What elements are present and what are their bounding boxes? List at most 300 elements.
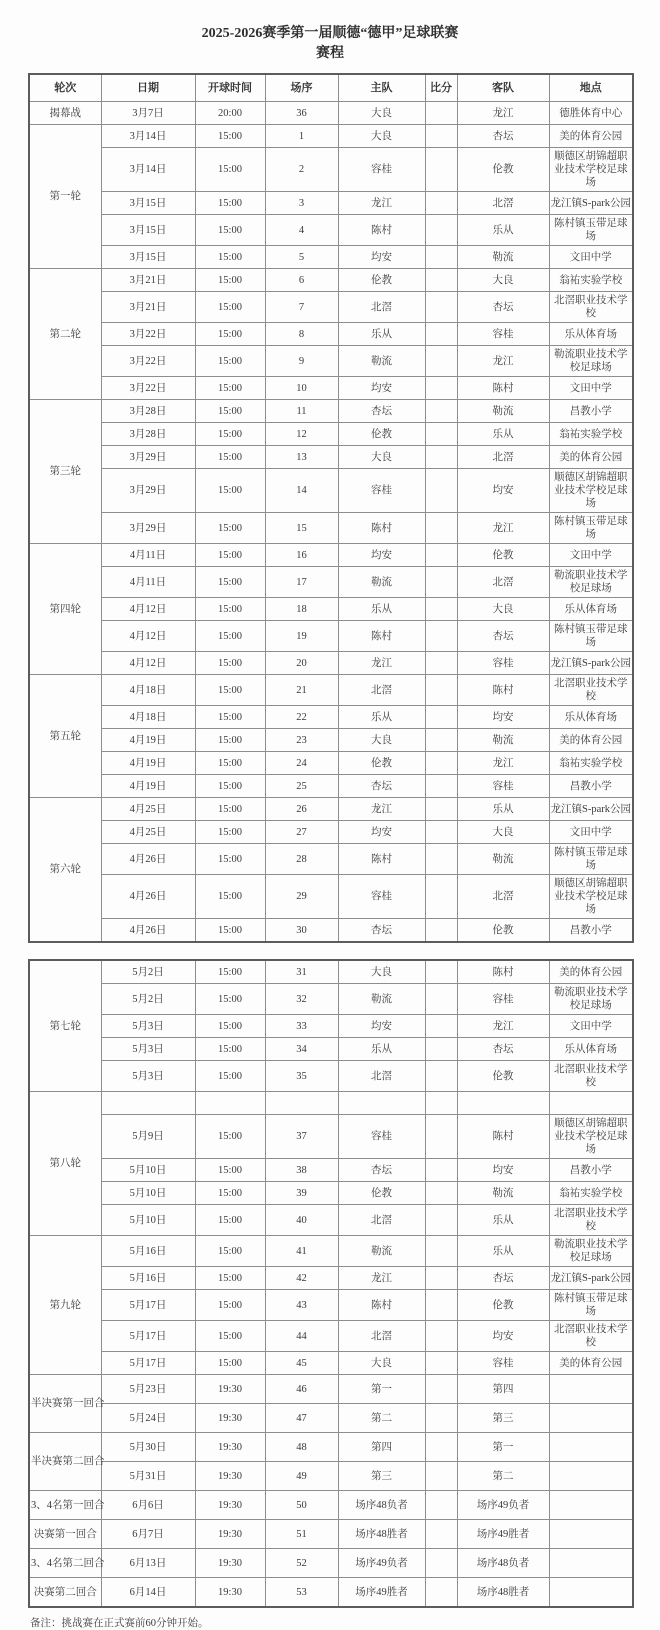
venue-cell xyxy=(549,1549,633,1578)
home-team-cell: 勒流 xyxy=(338,346,425,377)
home-team-cell xyxy=(338,1092,425,1115)
score-cell xyxy=(425,652,457,675)
away-team-cell: 第一 xyxy=(457,1433,549,1462)
date-cell: 3月22日 xyxy=(101,346,195,377)
score-cell xyxy=(425,1159,457,1182)
away-team-cell: 乐从 xyxy=(457,215,549,246)
away-team-cell: 场序48负者 xyxy=(457,1549,549,1578)
table-row xyxy=(29,729,633,752)
home-team-cell: 北滘 xyxy=(338,1205,425,1236)
round-cell: 决赛第二回合 xyxy=(29,1578,101,1608)
away-team-cell: 容桂 xyxy=(457,1352,549,1375)
kickoff-time-cell: 15:00 xyxy=(195,1182,265,1205)
kickoff-time-cell: 15:00 xyxy=(195,148,265,192)
date-cell: 3月22日 xyxy=(101,377,195,400)
date-cell: 4月11日 xyxy=(101,567,195,598)
table-row xyxy=(29,1549,633,1578)
venue-cell: 北滘职业技术学校 xyxy=(549,675,633,706)
venue-cell xyxy=(549,1578,633,1608)
date-cell: 3月14日 xyxy=(101,148,195,192)
kickoff-time-cell: 15:00 xyxy=(195,377,265,400)
away-team-cell: 龙江 xyxy=(457,102,549,125)
kickoff-time-cell xyxy=(195,1092,265,1115)
score-cell xyxy=(425,1321,457,1352)
kickoff-time-cell: 19:30 xyxy=(195,1520,265,1549)
kickoff-time-cell: 15:00 xyxy=(195,729,265,752)
venue-cell: 顺德区胡锦超职业技术学校足球场 xyxy=(549,875,633,919)
match-no-cell: 23 xyxy=(265,729,338,752)
home-team-cell: 第一 xyxy=(338,1375,425,1404)
venue-cell: 昌教小学 xyxy=(549,919,633,943)
home-team-cell: 龙江 xyxy=(338,798,425,821)
venue-cell: 乐从体育场 xyxy=(549,706,633,729)
away-team-cell: 场序49负者 xyxy=(457,1491,549,1520)
match-no-cell: 41 xyxy=(265,1236,338,1267)
home-team-cell: 龙江 xyxy=(338,1267,425,1290)
kickoff-time-cell: 19:30 xyxy=(195,1462,265,1491)
away-team-cell: 龙江 xyxy=(457,1015,549,1038)
score-cell xyxy=(425,513,457,544)
score-cell xyxy=(425,323,457,346)
venue-cell: 翁祐实验学校 xyxy=(549,752,633,775)
kickoff-time-cell: 20:00 xyxy=(195,102,265,125)
venue-cell: 勒流职业技术学校足球场 xyxy=(549,567,633,598)
match-no-cell: 51 xyxy=(265,1520,338,1549)
date-cell: 5月10日 xyxy=(101,1205,195,1236)
match-no-cell: 16 xyxy=(265,544,338,567)
table-row xyxy=(29,544,633,567)
venue-cell: 北滘职业技术学校 xyxy=(549,1205,633,1236)
venue-cell: 美的体育公园 xyxy=(549,729,633,752)
table-row xyxy=(29,269,633,292)
home-team-cell: 乐从 xyxy=(338,323,425,346)
venue-cell: 文田中学 xyxy=(549,1015,633,1038)
table-row xyxy=(29,469,633,513)
match-no-cell: 33 xyxy=(265,1015,338,1038)
venue-cell: 陈村镇玉带足球场 xyxy=(549,1290,633,1321)
kickoff-time-cell: 15:00 xyxy=(195,844,265,875)
date-cell: 4月26日 xyxy=(101,875,195,919)
table-row xyxy=(29,775,633,798)
away-team-cell: 北滘 xyxy=(457,567,549,598)
score-cell xyxy=(425,1092,457,1115)
home-team-cell: 第四 xyxy=(338,1433,425,1462)
match-no-cell: 1 xyxy=(265,125,338,148)
home-team-cell: 龙江 xyxy=(338,652,425,675)
venue-cell: 乐从体育场 xyxy=(549,1038,633,1061)
home-team-cell: 大良 xyxy=(338,125,425,148)
venue-cell: 文田中学 xyxy=(549,377,633,400)
header-venue: 地点 xyxy=(549,74,633,102)
match-no-cell: 45 xyxy=(265,1352,338,1375)
away-team-cell: 第二 xyxy=(457,1462,549,1491)
score-cell xyxy=(425,346,457,377)
venue-cell: 美的体育公园 xyxy=(549,960,633,984)
score-cell xyxy=(425,1520,457,1549)
kickoff-time-cell: 15:00 xyxy=(195,598,265,621)
score-cell xyxy=(425,960,457,984)
away-team-cell: 陈村 xyxy=(457,1115,549,1159)
table-row xyxy=(29,1520,633,1549)
venue-cell: 顺德区胡锦超职业技术学校足球场 xyxy=(549,469,633,513)
score-cell xyxy=(425,377,457,400)
table-row xyxy=(29,919,633,943)
home-team-cell: 大良 xyxy=(338,102,425,125)
away-team-cell: 乐从 xyxy=(457,1205,549,1236)
match-no-cell: 28 xyxy=(265,844,338,875)
table-row xyxy=(29,598,633,621)
title-block xyxy=(28,24,632,64)
date-cell: 5月17日 xyxy=(101,1321,195,1352)
score-cell xyxy=(425,469,457,513)
table-row xyxy=(29,1182,633,1205)
table-row xyxy=(29,423,633,446)
score-cell xyxy=(425,446,457,469)
venue-cell: 翁祐实验学校 xyxy=(549,423,633,446)
home-team-cell: 勒流 xyxy=(338,1236,425,1267)
date-cell: 5月24日 xyxy=(101,1404,195,1433)
table-row xyxy=(29,400,633,423)
kickoff-time-cell: 15:00 xyxy=(195,621,265,652)
round-cell: 第二轮 xyxy=(29,269,101,400)
home-team-cell: 容桂 xyxy=(338,1115,425,1159)
kickoff-time-cell: 15:00 xyxy=(195,513,265,544)
date-cell: 4月12日 xyxy=(101,598,195,621)
kickoff-time-cell: 15:00 xyxy=(195,1038,265,1061)
round-cell: 3、4名第一回合 xyxy=(29,1491,101,1520)
away-team-cell: 场序49胜者 xyxy=(457,1520,549,1549)
home-team-cell: 大良 xyxy=(338,729,425,752)
away-team-cell: 第四 xyxy=(457,1375,549,1404)
score-cell xyxy=(425,798,457,821)
match-no-cell: 9 xyxy=(265,346,338,377)
round-cell: 第九轮 xyxy=(29,1236,101,1375)
date-cell: 4月18日 xyxy=(101,706,195,729)
schedule-table-first-half xyxy=(28,73,634,943)
away-team-cell: 勒流 xyxy=(457,1182,549,1205)
date-cell: 5月31日 xyxy=(101,1462,195,1491)
kickoff-time-cell: 15:00 xyxy=(195,1205,265,1236)
match-no-cell: 2 xyxy=(265,148,338,192)
home-team-cell: 勒流 xyxy=(338,984,425,1015)
header-away-team: 客队 xyxy=(457,74,549,102)
away-team-cell: 均安 xyxy=(457,469,549,513)
home-team-cell: 乐从 xyxy=(338,706,425,729)
score-cell xyxy=(425,292,457,323)
match-no-cell: 8 xyxy=(265,323,338,346)
home-team-cell: 均安 xyxy=(338,821,425,844)
venue-cell xyxy=(549,1404,633,1433)
round-cell: 第一轮 xyxy=(29,125,101,269)
kickoff-time-cell: 15:00 xyxy=(195,1159,265,1182)
match-no-cell: 27 xyxy=(265,821,338,844)
score-cell xyxy=(425,1290,457,1321)
away-team-cell: 大良 xyxy=(457,269,549,292)
home-team-cell: 场序48胜者 xyxy=(338,1520,425,1549)
date-cell: 5月2日 xyxy=(101,960,195,984)
home-team-cell: 杏坛 xyxy=(338,775,425,798)
match-no-cell: 4 xyxy=(265,215,338,246)
score-cell xyxy=(425,1462,457,1491)
table-row xyxy=(29,675,633,706)
date-cell: 6月6日 xyxy=(101,1491,195,1520)
match-no-cell: 47 xyxy=(265,1404,338,1433)
score-cell xyxy=(425,598,457,621)
table-row xyxy=(29,1375,633,1404)
date-cell: 4月18日 xyxy=(101,675,195,706)
home-team-cell: 容桂 xyxy=(338,875,425,919)
match-no-cell: 38 xyxy=(265,1159,338,1182)
date-cell: 5月23日 xyxy=(101,1375,195,1404)
match-no-cell: 25 xyxy=(265,775,338,798)
away-team-cell: 乐从 xyxy=(457,798,549,821)
date-cell: 3月21日 xyxy=(101,269,195,292)
score-cell xyxy=(425,1205,457,1236)
kickoff-time-cell: 19:30 xyxy=(195,1433,265,1462)
match-no-cell: 12 xyxy=(265,423,338,446)
away-team-cell: 乐从 xyxy=(457,423,549,446)
venue-cell xyxy=(549,1520,633,1549)
table-row xyxy=(29,513,633,544)
match-no-cell xyxy=(265,1092,338,1115)
score-cell xyxy=(425,1061,457,1092)
venue-cell: 文田中学 xyxy=(549,246,633,269)
score-cell xyxy=(425,215,457,246)
home-team-cell: 大良 xyxy=(338,960,425,984)
home-team-cell: 大良 xyxy=(338,1352,425,1375)
table-row xyxy=(29,652,633,675)
home-team-cell: 龙江 xyxy=(338,192,425,215)
away-team-cell xyxy=(457,1092,549,1115)
kickoff-time-cell: 15:00 xyxy=(195,706,265,729)
date-cell: 3月15日 xyxy=(101,246,195,269)
score-cell xyxy=(425,919,457,943)
kickoff-time-cell: 15:00 xyxy=(195,292,265,323)
venue-cell: 昌教小学 xyxy=(549,400,633,423)
match-no-cell: 50 xyxy=(265,1491,338,1520)
kickoff-time-cell: 15:00 xyxy=(195,775,265,798)
venue-cell: 陈村镇玉带足球场 xyxy=(549,513,633,544)
date-cell: 4月19日 xyxy=(101,729,195,752)
table-row xyxy=(29,844,633,875)
match-no-cell: 40 xyxy=(265,1205,338,1236)
round-cell: 第四轮 xyxy=(29,544,101,675)
venue-cell: 勒流职业技术学校足球场 xyxy=(549,984,633,1015)
date-cell: 3月7日 xyxy=(101,102,195,125)
date-cell: 3月14日 xyxy=(101,125,195,148)
away-team-cell: 陈村 xyxy=(457,960,549,984)
table-row xyxy=(29,1092,633,1115)
kickoff-time-cell: 15:00 xyxy=(195,1061,265,1092)
table-row xyxy=(29,346,633,377)
match-no-cell: 13 xyxy=(265,446,338,469)
table-row xyxy=(29,125,633,148)
round-cell: 第八轮 xyxy=(29,1092,101,1236)
kickoff-time-cell: 19:30 xyxy=(195,1549,265,1578)
match-no-cell: 24 xyxy=(265,752,338,775)
kickoff-time-cell: 15:00 xyxy=(195,400,265,423)
score-cell xyxy=(425,621,457,652)
venue-cell: 美的体育公园 xyxy=(549,1352,633,1375)
header-score: 比分 xyxy=(425,74,457,102)
away-team-cell: 容桂 xyxy=(457,652,549,675)
date-cell: 5月3日 xyxy=(101,1038,195,1061)
table-row xyxy=(29,102,633,125)
kickoff-time-cell: 15:00 xyxy=(195,469,265,513)
date-cell: 4月26日 xyxy=(101,844,195,875)
kickoff-time-cell: 15:00 xyxy=(195,1321,265,1352)
table-row xyxy=(29,1462,633,1491)
venue-cell xyxy=(549,1491,633,1520)
score-cell xyxy=(425,400,457,423)
kickoff-time-cell: 15:00 xyxy=(195,675,265,706)
away-team-cell: 北滘 xyxy=(457,875,549,919)
kickoff-time-cell: 15:00 xyxy=(195,346,265,377)
date-cell: 3月29日 xyxy=(101,469,195,513)
date-cell: 5月16日 xyxy=(101,1236,195,1267)
match-no-cell: 53 xyxy=(265,1578,338,1608)
home-team-cell: 第三 xyxy=(338,1462,425,1491)
home-team-cell: 伦教 xyxy=(338,752,425,775)
round-cell: 第五轮 xyxy=(29,675,101,798)
home-team-cell: 伦教 xyxy=(338,423,425,446)
table-row xyxy=(29,246,633,269)
table-row xyxy=(29,1321,633,1352)
venue-cell: 陈村镇玉带足球场 xyxy=(549,844,633,875)
away-team-cell: 均安 xyxy=(457,1321,549,1352)
page-title: 2025-2026赛季第一届顺德“德甲”足球联赛 xyxy=(201,26,459,41)
match-no-cell: 15 xyxy=(265,513,338,544)
score-cell xyxy=(425,1015,457,1038)
kickoff-time-cell: 15:00 xyxy=(195,192,265,215)
match-no-cell: 11 xyxy=(265,400,338,423)
table-row xyxy=(29,798,633,821)
venue-cell: 乐从体育场 xyxy=(549,323,633,346)
score-cell xyxy=(425,423,457,446)
date-cell: 4月19日 xyxy=(101,752,195,775)
venue-cell xyxy=(549,1375,633,1404)
kickoff-time-cell: 15:00 xyxy=(195,1115,265,1159)
venue-cell: 翁祐实验学校 xyxy=(549,269,633,292)
table-row xyxy=(29,1433,633,1462)
home-team-cell: 北滘 xyxy=(338,1061,425,1092)
away-team-cell: 龙江 xyxy=(457,752,549,775)
home-team-cell: 伦教 xyxy=(338,269,425,292)
away-team-cell: 北滘 xyxy=(457,192,549,215)
table-row xyxy=(29,875,633,919)
header-match-no: 场序 xyxy=(265,74,338,102)
round-cell: 揭幕战 xyxy=(29,102,101,125)
date-cell: 6月7日 xyxy=(101,1520,195,1549)
away-team-cell: 容桂 xyxy=(457,984,549,1015)
date-cell: 3月15日 xyxy=(101,192,195,215)
score-cell xyxy=(425,706,457,729)
date-cell: 4月19日 xyxy=(101,775,195,798)
match-no-cell: 22 xyxy=(265,706,338,729)
venue-cell: 龙江镇S-park公园 xyxy=(549,192,633,215)
score-cell xyxy=(425,102,457,125)
venue-cell: 文田中学 xyxy=(549,821,633,844)
score-cell xyxy=(425,775,457,798)
home-team-cell: 杏坛 xyxy=(338,919,425,943)
date-cell: 5月9日 xyxy=(101,1115,195,1159)
away-team-cell: 杏坛 xyxy=(457,1267,549,1290)
date-cell: 5月30日 xyxy=(101,1433,195,1462)
away-team-cell: 北滘 xyxy=(457,446,549,469)
match-no-cell: 20 xyxy=(265,652,338,675)
score-cell xyxy=(425,1038,457,1061)
score-cell xyxy=(425,752,457,775)
table-row xyxy=(29,1404,633,1433)
venue-cell: 文田中学 xyxy=(549,544,633,567)
home-team-cell: 大良 xyxy=(338,446,425,469)
kickoff-time-cell: 19:30 xyxy=(195,1375,265,1404)
score-cell xyxy=(425,269,457,292)
kickoff-time-cell: 15:00 xyxy=(195,1267,265,1290)
score-cell xyxy=(425,821,457,844)
match-no-cell: 35 xyxy=(265,1061,338,1092)
match-no-cell: 34 xyxy=(265,1038,338,1061)
kickoff-time-cell: 15:00 xyxy=(195,215,265,246)
table-row xyxy=(29,567,633,598)
kickoff-time-cell: 15:00 xyxy=(195,821,265,844)
score-cell xyxy=(425,1549,457,1578)
table-row xyxy=(29,984,633,1015)
score-cell xyxy=(425,844,457,875)
date-cell: 3月29日 xyxy=(101,446,195,469)
score-cell xyxy=(425,675,457,706)
away-team-cell: 杏坛 xyxy=(457,621,549,652)
table-row xyxy=(29,1290,633,1321)
match-no-cell: 44 xyxy=(265,1321,338,1352)
table-row xyxy=(29,192,633,215)
table-row xyxy=(29,1159,633,1182)
date-cell: 5月10日 xyxy=(101,1182,195,1205)
date-cell: 4月25日 xyxy=(101,821,195,844)
away-team-cell: 陈村 xyxy=(457,675,549,706)
kickoff-time-cell: 15:00 xyxy=(195,567,265,598)
match-no-cell: 52 xyxy=(265,1549,338,1578)
date-cell: 5月2日 xyxy=(101,984,195,1015)
kickoff-time-cell: 15:00 xyxy=(195,423,265,446)
score-cell xyxy=(425,192,457,215)
date-cell: 5月10日 xyxy=(101,1159,195,1182)
score-cell xyxy=(425,125,457,148)
venue-cell: 乐从体育场 xyxy=(549,598,633,621)
venue-cell: 陈村镇玉带足球场 xyxy=(549,621,633,652)
kickoff-time-cell: 15:00 xyxy=(195,875,265,919)
score-cell xyxy=(425,1375,457,1404)
match-no-cell: 37 xyxy=(265,1115,338,1159)
kickoff-time-cell: 15:00 xyxy=(195,269,265,292)
page-subtitle: 赛程 xyxy=(316,46,344,61)
date-cell: 6月14日 xyxy=(101,1578,195,1608)
date-cell: 3月28日 xyxy=(101,400,195,423)
table-gap xyxy=(28,943,632,959)
home-team-cell: 陈村 xyxy=(338,621,425,652)
table-row xyxy=(29,1267,633,1290)
date-cell: 3月22日 xyxy=(101,323,195,346)
venue-cell: 北滘职业技术学校 xyxy=(549,1061,633,1092)
round-cell: 半决赛第一回合 xyxy=(29,1375,101,1433)
kickoff-time-cell: 15:00 xyxy=(195,323,265,346)
kickoff-time-cell: 15:00 xyxy=(195,1290,265,1321)
home-team-cell: 杏坛 xyxy=(338,400,425,423)
table-row xyxy=(29,1352,633,1375)
round-cell: 第三轮 xyxy=(29,400,101,544)
score-cell xyxy=(425,729,457,752)
home-team-cell: 乐从 xyxy=(338,1038,425,1061)
